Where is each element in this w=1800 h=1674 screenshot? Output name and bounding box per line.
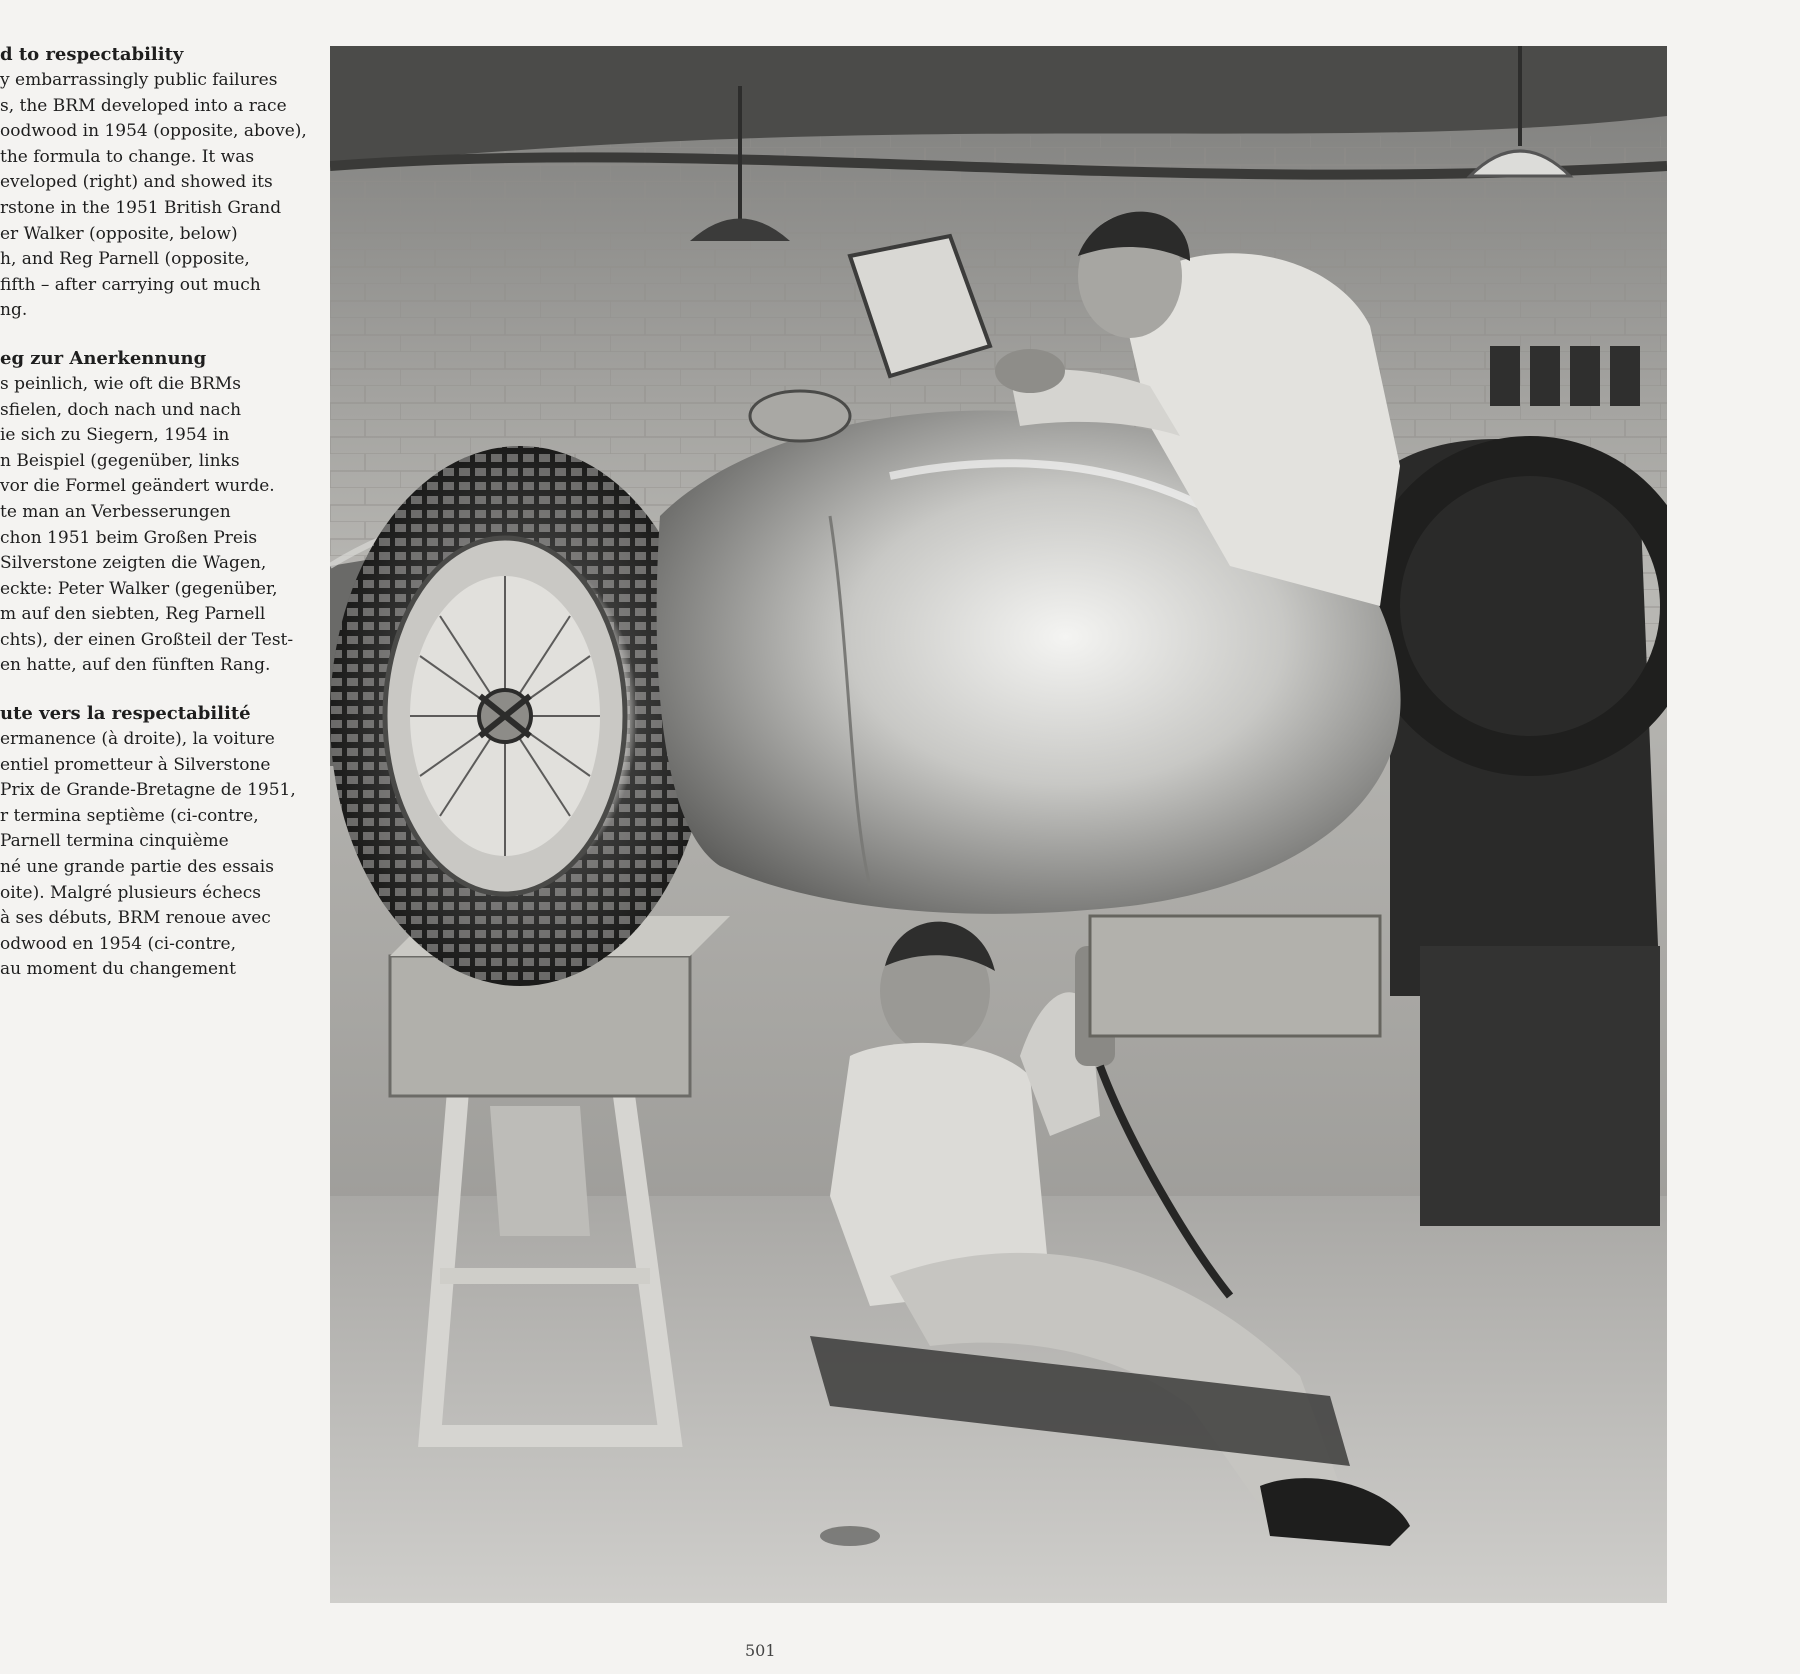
caption-line: n Beispiel (gegenüber, links xyxy=(0,450,240,471)
caption-line: er Walker (opposite, below) xyxy=(0,223,238,244)
caption-line: né une grande partie des essais xyxy=(0,857,274,878)
caption-line: ng. xyxy=(0,300,28,321)
caption-heading-german: eg zur Anerkennung xyxy=(0,347,207,369)
caption-line: oite). Malgré plusieurs échecs xyxy=(0,882,261,903)
caption-line: chts), der einen Großteil der Test- xyxy=(0,629,294,650)
caption-line: odwood en 1954 (ci-contre, xyxy=(0,933,236,954)
caption-german xyxy=(0,346,320,679)
caption-heading-english: d to respectability xyxy=(0,44,184,65)
caption-line: entiel prometteur à Silverstone xyxy=(0,754,271,775)
caption-line: m auf den siebten, Reg Parnell xyxy=(0,604,266,625)
caption-line: y embarrassingly public failures xyxy=(0,70,278,90)
caption-line: ermanence (à droite), la voiture xyxy=(0,729,275,750)
caption-line: fifth – after carrying out much xyxy=(0,274,261,295)
caption-line: au moment du changement xyxy=(0,959,236,980)
caption-heading-french: ute vers la respectabilité xyxy=(0,703,251,725)
caption-line: eckte: Peter Walker (gegenüber, xyxy=(0,578,278,599)
caption-line: Parnell termina cinquième xyxy=(0,831,229,852)
caption-line: Silverstone zeigten die Wagen, xyxy=(0,553,267,574)
caption-line: h, and Reg Parnell (opposite, xyxy=(0,249,250,270)
caption-line: s peinlich, wie oft die BRMs xyxy=(0,373,242,394)
caption-line: rstone in the 1951 British Grand xyxy=(0,197,282,218)
caption-line: r termina septième (ci-contre, xyxy=(0,805,259,826)
caption-line: en hatte, auf den fünften Rang. xyxy=(0,655,271,676)
caption-line: te man an Verbesserungen xyxy=(0,501,231,522)
caption-line: vor die Formel geändert wurde. xyxy=(0,476,275,497)
bw-photo-mechanics-working-on-race-car xyxy=(330,46,1667,1603)
caption-column xyxy=(0,42,320,1005)
caption-line: the formula to change. It was xyxy=(0,146,255,167)
caption-english xyxy=(0,42,320,324)
caption-line: sfielen, doch nach und nach xyxy=(0,399,242,420)
caption-line: à ses débuts, BRM renoue avec xyxy=(0,908,271,929)
caption-line: chon 1951 beim Großen Preis xyxy=(0,527,258,548)
caption-line: eveloped (right) and showed its xyxy=(0,172,273,193)
caption-line: oodwood in 1954 (opposite, above), xyxy=(0,121,307,142)
caption-line: s, the BRM developed into a race xyxy=(0,95,287,116)
caption-line: ie sich zu Siegern, 1954 in xyxy=(0,425,230,446)
page-number: 501 xyxy=(745,1641,776,1660)
caption-french xyxy=(0,701,320,983)
caption-line: Prix de Grande-Bretagne de 1951, xyxy=(0,780,296,801)
